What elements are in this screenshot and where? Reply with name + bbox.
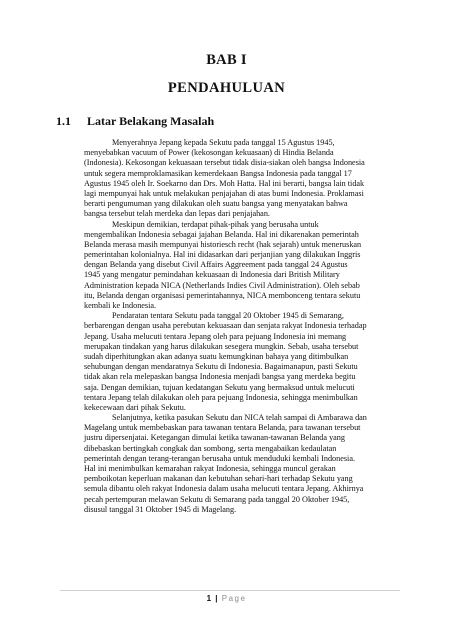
text-line: tentara Jepang telah dilakukan oleh para pejuang Indonesia, sehingga menimbulkan <box>84 392 358 402</box>
text-line: kekecewaan dari pihak Sekutu. <box>84 402 186 412</box>
page-footer <box>0 594 453 603</box>
text-line: itu, Belanda dengan organisasi pemerintahannya, NICA membonceng tentara sekutu <box>84 290 361 300</box>
page-separator: | <box>215 594 218 603</box>
text-line: sudah diperhitungkan akan adanya suatu kemungkinan bahaya yang ditimbulkan <box>84 351 349 361</box>
text-line: berarti pengumuman yang dilakukan oleh suatu bangsa yang menyatakan bahwa <box>84 199 348 209</box>
text-line: saja. Dengan demikian, tujuan kedatangan Sekutu yang bermaksud untuk melucuti <box>84 382 355 392</box>
text-line: menyebabkan vacuum of Power (kekosongan kekuasaan) di Hindia Belanda <box>84 148 334 158</box>
text-line: lagi mempunyai hak untuk melakukan penjajahan di atas bumi Indonesia. Proklamasi <box>84 188 364 198</box>
text-line: semula dibantu oleh rakyat Indonesia dalam usaha melucuti tentara Jepang. Akhirnya <box>84 484 364 494</box>
text-line: disusul tanggal 31 Oktober 1945 di Magelang. <box>84 504 237 514</box>
text-line: Jepang. Usaha melucuti tentara Jepang oleh para pejuang Indonesia ini memang <box>84 331 347 341</box>
section-heading <box>56 114 214 129</box>
footer-divider <box>60 590 400 591</box>
text-line: pemerintahan kolonialnya. Hal ini didasarkan dari perjanjian yang dilakukan Inggris <box>84 250 361 260</box>
text-line: Selanjutnya, ketika pasukan Sekutu dan NICA telah sampai di Ambarawa dan <box>112 413 367 423</box>
text-line: Menyerahnya Jepang kepada Sekutu pada tanggal 15 Agustus 1945, <box>112 138 335 147</box>
text-line: sehubungan dengan mendaratnya Sekutu di Indonesia. Bagaimanapun, pasti Sekutu <box>84 362 358 372</box>
text-line: pecah pertempuran melawan Sekutu di Semarang pada tanggal 20 Oktober 1945, <box>84 494 350 504</box>
text-line: Administration kepada NICA (Netherlands Indies Civil Administration). Oleh sebab <box>84 280 360 290</box>
text-line: Magelang untuk membebaskan para tawanan tentara Belanda, para tawanan tersebut <box>84 423 361 433</box>
text-line: merupakan tindakan yang harus dilakukan sesegera mungkin. Sebab, usaha tersebut <box>84 341 359 351</box>
text-line: untuk segera memproklamasikan kemerdekaan Bangsa Indonesia pada tanggal 17 <box>84 168 352 178</box>
page-label: Page <box>221 594 247 603</box>
chapter-title: PENDAHULUAN <box>167 80 286 96</box>
page-number: 1 <box>206 594 212 603</box>
text-line: pemerintah dengan terang-terangan berusaha untuk menduduki kembali Indonesia. <box>84 453 356 463</box>
section-number: 1.1 <box>56 114 71 128</box>
text-line: Pendaratan tentara Sekutu pada tanggal 20 Oktober 1945 di Semarang, <box>112 311 344 321</box>
text-line: dengan Belanda yang disebut Civil Affairs Aggreement pada tanggal 24 Agustus <box>84 260 348 270</box>
text-line: 1945 yang mengatur pemindahan kekuasaan di Indonesia dari British Military <box>84 270 340 280</box>
text-line: berbarengan dengan usaha perebutan kekuasaan dan senjata rakyat Indonesia terhadap <box>84 321 367 331</box>
text-line: justru dipersenjatai. Ketegangan dimulai ketika tawanan-tawanan Belanda yang <box>84 433 345 443</box>
text-line: kembali ke Indonesia. <box>84 301 157 310</box>
text-line: Belanda merasa masih mempunyai historiesch recht (hak sejarah) untuk meneruskan <box>84 239 362 249</box>
text-line: dibebaskan bertingkah congkak dan sombong, serta mengabaikan kedaulatan <box>84 443 337 453</box>
chapter-number: BAB I <box>206 52 247 68</box>
text-line: Agustus 1945 oleh Ir. Soekarno dan Drs. Moh Hatta. Hal ini berarti, bangsa lain tidak <box>84 178 365 188</box>
section-title: Latar Belakang Masalah <box>87 114 215 128</box>
text-line: bangsa tersebut telah merdeka dan lepas dari penjajahan. <box>84 209 270 219</box>
text-line: Meskipun demikian, terdapat pihak-pihak yang berusaha untuk <box>112 219 319 229</box>
body-text <box>84 138 404 515</box>
text-line: (Indonesia). Kekosongan kekuasaan tersebut tidak disia-siakan oleh bangsa Indonesia <box>84 158 365 168</box>
text-line: pemboikotan keperluan makanan dan kebutuhan sehari-hari terhadap Sekutu yang <box>84 474 353 484</box>
text-line: tidak akan rela melepaskan bangsa Indonesia menjadi bangsa yang merdeka begitu <box>84 372 356 382</box>
text-line: Hal ini menimbulkan kemarahan rakyat Indonesia, sehingga muncul gerakan <box>84 464 336 473</box>
text-line: mengembalikan Indonesia sebagai jajahan Belanda. Hal ini dikarenakan pemerintah <box>84 229 359 239</box>
